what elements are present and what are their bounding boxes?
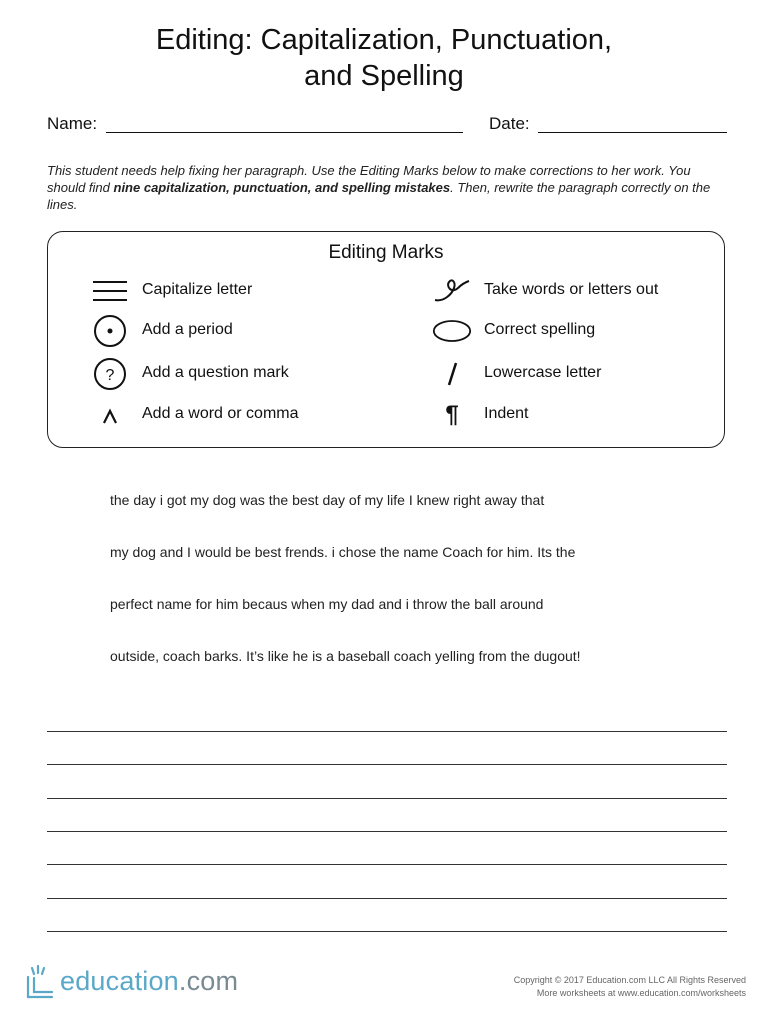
pilcrow-icon: ¶ [445, 401, 459, 428]
circled-question-icon [90, 359, 130, 389]
name-label: Name: [47, 114, 98, 133]
mark-label: Indent [484, 405, 529, 422]
page-title-line-2: and Spelling [304, 60, 464, 92]
book-icon [22, 964, 58, 1002]
instructions-text-1: This student needs help fixing her paragraph. Use the Editing Marks below to make corrections to her work. You should find [47, 163, 691, 195]
triple-line-icon [90, 276, 130, 306]
editing-marks-title: Editing Marks [328, 242, 444, 263]
page-title-line-1: Editing: Capitalization, Punctuation, [155, 24, 613, 56]
oval-icon [432, 316, 472, 346]
paragraph-line: perfect name for him becaus when my dad and i throw the ball around [110, 596, 544, 612]
writing-line[interactable] [47, 931, 727, 932]
paragraph-line: my dog and I would be best frends. i chose the name Coach for him. Its the [110, 544, 576, 560]
logo-wordmark [60, 966, 238, 997]
circled-dot-icon [90, 316, 130, 346]
paragraph-line: the day i got my dog was the best day of my life I knew right away that [110, 492, 545, 508]
writing-line[interactable] [47, 798, 727, 799]
mark-label: Lowercase letter [484, 364, 602, 381]
writing-line[interactable] [47, 731, 727, 732]
date-field-line[interactable] [538, 132, 727, 133]
date-label: Date: [489, 114, 530, 133]
caret-icon [90, 400, 130, 430]
editing-marks-box [47, 231, 725, 448]
mark-label: Add a word or comma [142, 405, 299, 422]
instructions-bold: nine capitalization, punctuation, and spelling mistakes [113, 180, 451, 195]
writing-line[interactable] [47, 898, 727, 899]
logo-main-text: education [60, 966, 179, 996]
delete-loop-icon [432, 276, 472, 306]
writing-line[interactable] [47, 864, 727, 865]
writing-line[interactable] [47, 764, 727, 765]
mark-label: Take words or letters out [484, 281, 659, 298]
instructions-text-2: . Then, rewrite the paragraph correctly on the lines. [47, 180, 711, 212]
mark-label: Capitalize letter [142, 281, 253, 298]
copyright-line-1: Copyright © 2017 Education.com LLC All Rights Reserved [513, 975, 746, 985]
writing-line[interactable] [47, 831, 727, 832]
mark-label: Correct spelling [484, 321, 596, 338]
education-logo[interactable] [22, 964, 262, 1004]
mark-label: Add a period [142, 321, 233, 338]
instructions [47, 162, 727, 213]
page-title [0, 22, 768, 94]
copyright-line-2[interactable]: More worksheets at www.education.com/worksheets [536, 988, 746, 998]
slash-icon [432, 359, 472, 389]
logo-suffix-text: .com [178, 966, 239, 996]
mark-label: Add a question mark [142, 364, 289, 381]
name-field-line[interactable] [106, 132, 463, 133]
copyright [514, 974, 746, 1000]
paragraph-line: outside, coach barks. It’s like he is a baseball coach yelling from the dugout! [110, 648, 581, 664]
svg-text:?: ? [105, 367, 115, 384]
